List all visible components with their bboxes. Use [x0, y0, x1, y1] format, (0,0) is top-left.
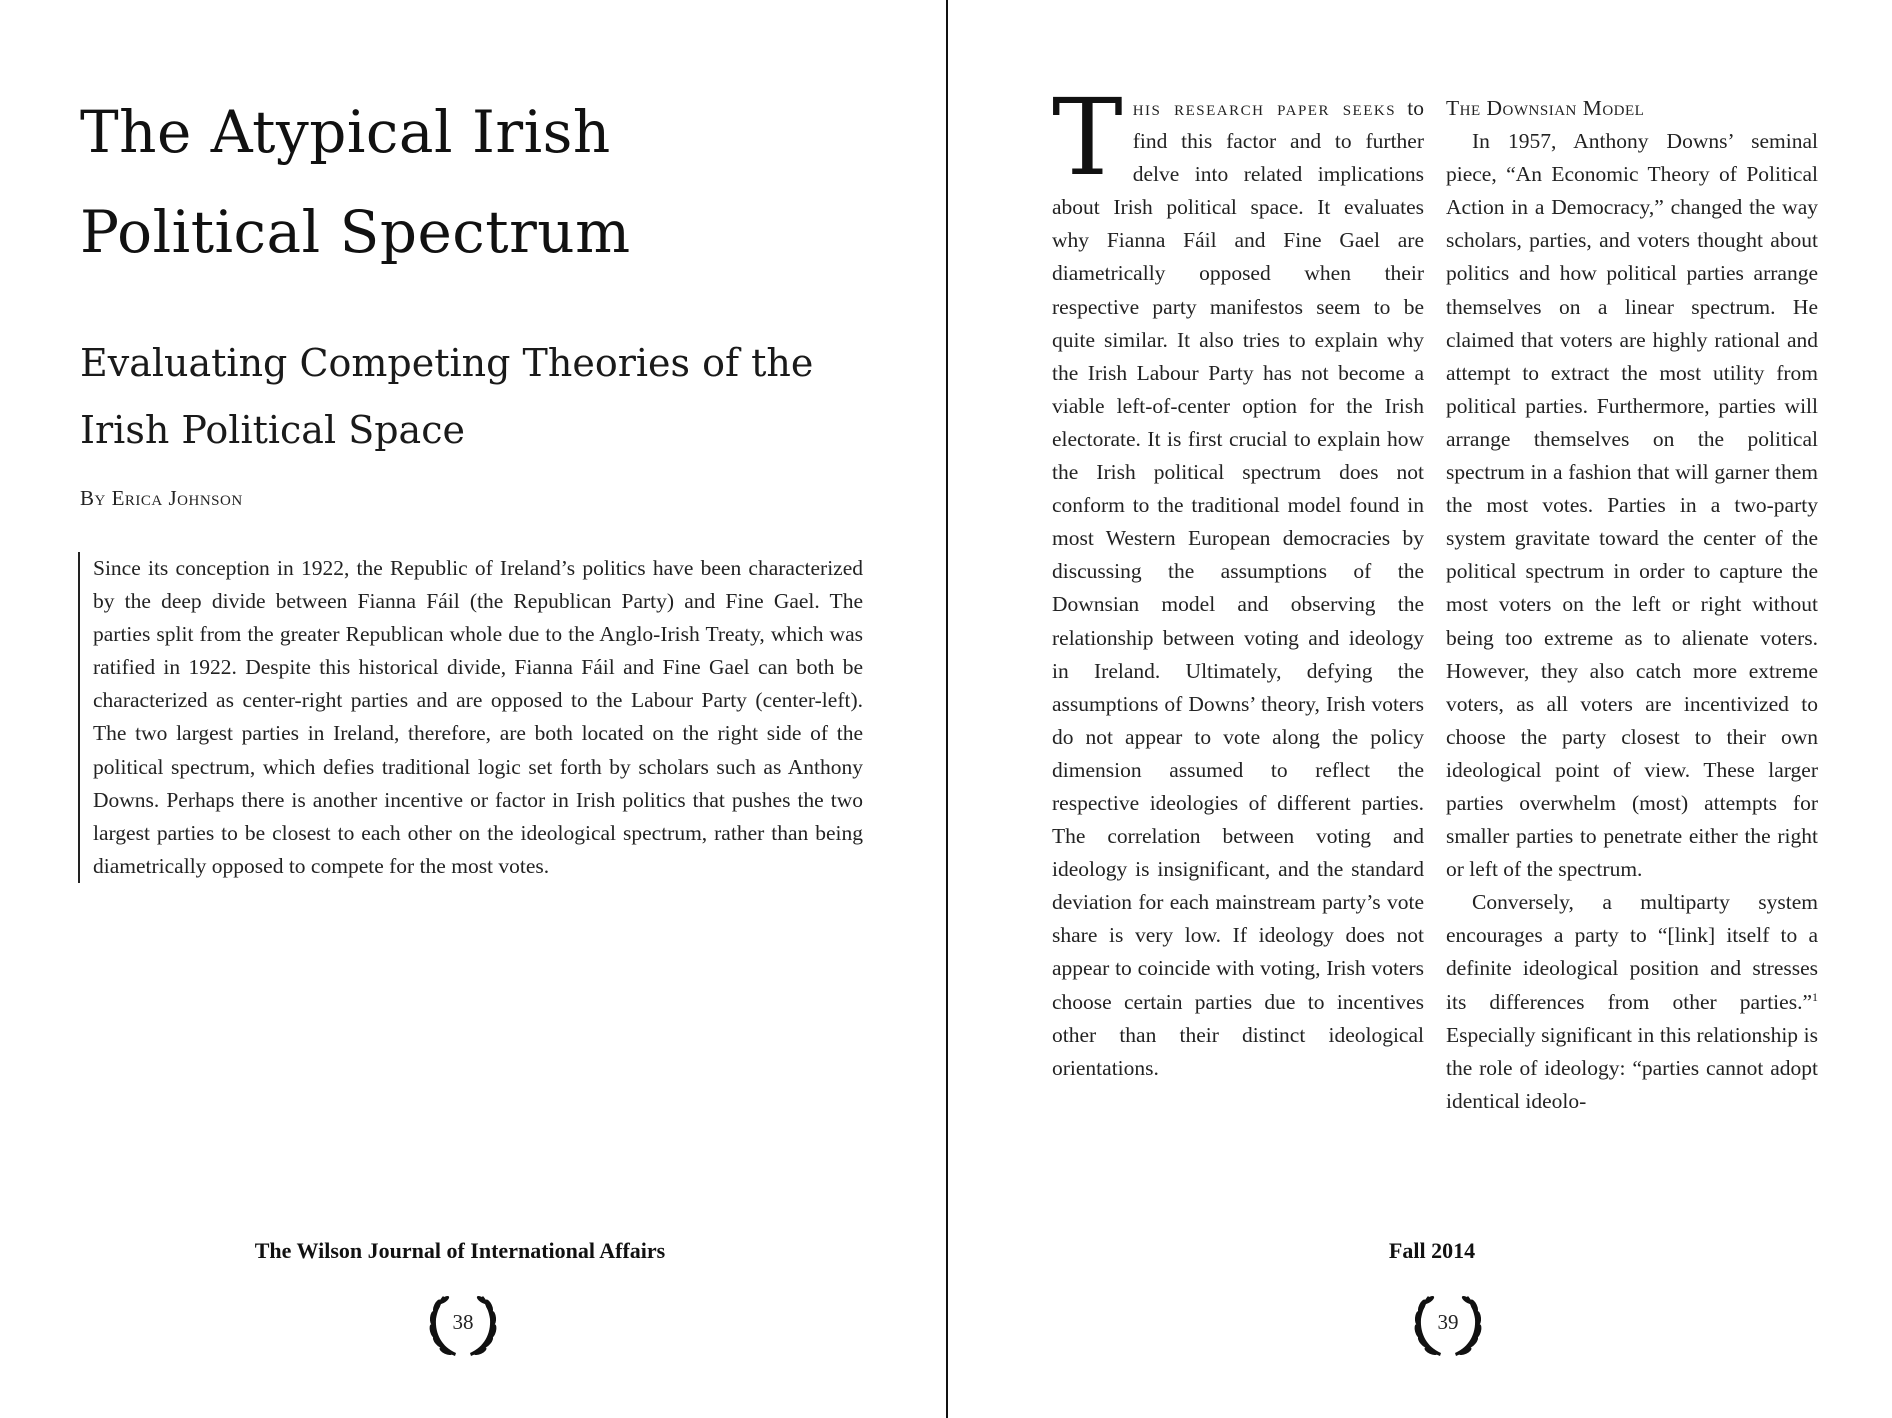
- section-heading: The Downsian Model: [1446, 96, 1645, 120]
- abstract-text: Since its conception in 1922, the Republic of Ireland’s politics have been characterized by the deep divide between Fianna Fáil (the Republican Party) and Fine Gael. The parties split from the greater Republican whole due to the Anglo-Irish Treaty, which was ratified in 1922. Despite this historical divide, Fianna Fáil and Fine Gael can both be characterized as center-right parties and are opposed to the Labour Party (center-left). The two largest parties in Ireland, therefore, are both located on the right side of the political spectrum, which defies traditional logic set forth by scholars such as Anthony Downs. Perhaps there is another incentive or factor in Irish politics that pushes the two largest parties to be closest to each other on the ideological spectrum, rather than being diametrically opposed to compete for the most votes.: [93, 556, 863, 878]
- drop-cap: T: [1052, 76, 1123, 199]
- article-title: [80, 82, 900, 282]
- title-line: Political Spectrum: [80, 198, 631, 266]
- page-spine-divider: [946, 0, 948, 1418]
- issue-date-footer: Fall 2014: [1388, 1238, 1476, 1263]
- abstract-block: [78, 552, 863, 883]
- intro-text: to find this factor and to further delve into related implications about Irish political space. It evaluates why Fianna Fáil and Fine Gael are diametrically opposed when their respective party manifestos seem to be quite similar. It also tries to explain why the Irish Labour Party has not become a viable left-of-center option for the Irish electorate. It is first crucial to explain how the Irish political spectrum does not conform to the traditional model found in most Western European democracies by discussing the assumptions of the Downsian model and observing the relationship between voting and ideology in Ireland. Ultimately, defying the assumptions of Downs’ theory, Irish voters do not appear to vote along the policy dimension assumed to reflect the respective ideologies of different parties. The correlation between voting and ideology is insignificant, and the standard deviation for each mainstream party’s vote share is very low. If ideology does not appear to coincide with voting, Irish voters choose certain parties due to incentives other than their distinct ideological orientations.: [1052, 96, 1424, 1080]
- paragraph-text: Conversely, a multiparty system encourages a party to “[link] itself to a definite ideological position and stresses its differences from other parties.”: [1446, 890, 1818, 1014]
- page-number: 38: [452, 1310, 474, 1334]
- page-number-badge-right: [1410, 1290, 1486, 1360]
- paragraph-text: Especially significant in this relationship is the role of ideology: “parties cannot adopt identical ideolo-: [1446, 1022, 1818, 1113]
- page-number: 39: [1437, 1310, 1459, 1334]
- author-byline: By Erica Johnson: [80, 486, 243, 510]
- journal-name-footer: The Wilson Journal of International Affairs: [254, 1238, 666, 1263]
- subtitle-line: Irish Political Space: [80, 408, 465, 452]
- footnote-reference[interactable]: 1: [1812, 989, 1818, 1004]
- article-subtitle: [80, 330, 900, 464]
- body-column-1: [1052, 76, 1424, 1085]
- lead-in-small-caps: his research paper seeks: [1132, 96, 1397, 120]
- intro-paragraph: [1052, 76, 1424, 1085]
- body-paragraph: [1446, 886, 1818, 1118]
- body-paragraph: In 1957, Anthony Downs’ seminal piece, “An Economic Theory of Political Action in a Democracy,” changed the way scholars, parties, and voters thought about politics and how political parties arrange themselves on a linear spectrum. He claimed that voters are highly rational and attempt to extract the most utility from political parties. Furthermore, parties will arrange themselves on the political spectrum in a fashion that will garner them the most votes. Parties in a two-party system gravitate toward the center of the political spectrum in order to capture the most voters on the left or right without being too extreme as to alienate voters. However, they also catch more extreme voters, as all voters are incentivized to choose the party closest to their own ideological point of view. These larger parties overwhelm (most) attempts for smaller parties to penetrate either the right or left of the spectrum.: [1446, 129, 1818, 882]
- page-number-badge-left: [425, 1290, 501, 1360]
- title-line: The Atypical Irish: [80, 98, 611, 166]
- body-column-2: [1446, 92, 1818, 1118]
- subtitle-line: Evaluating Competing Theories of the: [80, 341, 814, 385]
